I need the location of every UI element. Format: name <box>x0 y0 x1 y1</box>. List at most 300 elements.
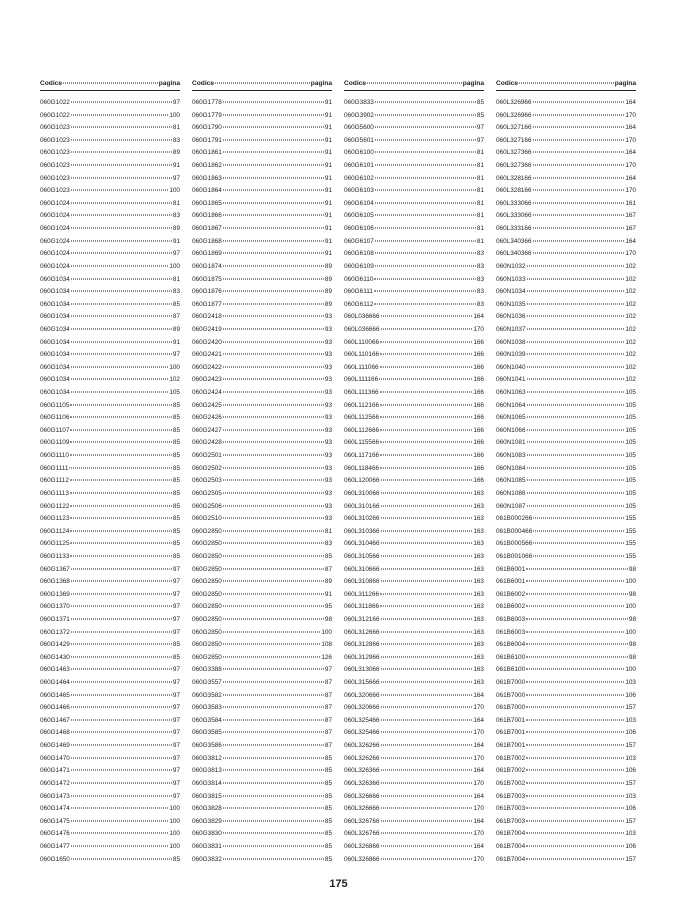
index-row <box>40 110 180 123</box>
index-row <box>344 753 484 766</box>
page-reference: 105 <box>625 502 636 510</box>
page-reference: 85 <box>172 515 180 523</box>
page-reference: 89 <box>324 262 332 270</box>
leader-dots <box>380 467 472 468</box>
leader-dots <box>223 845 324 846</box>
index-row <box>40 135 180 148</box>
leader-dots <box>381 820 473 821</box>
product-code: 060G1106 <box>40 414 70 422</box>
index-row <box>344 450 484 463</box>
product-code: 060G2850 <box>192 590 222 598</box>
page-reference: 85 <box>172 653 180 661</box>
leader-dots <box>70 543 172 544</box>
leader-dots <box>71 102 172 103</box>
index-row <box>192 147 332 160</box>
leader-dots <box>381 795 473 796</box>
leader-dots <box>527 492 625 493</box>
leader-dots <box>533 177 625 178</box>
leader-dots <box>375 265 476 266</box>
index-row <box>192 677 332 690</box>
leader-dots <box>223 669 324 670</box>
page-reference: 170 <box>473 855 484 863</box>
index-row <box>344 627 484 640</box>
leader-dots <box>223 253 324 254</box>
leader-dots <box>526 618 628 619</box>
index-row <box>40 753 180 766</box>
leader-dots <box>71 770 172 771</box>
product-code: 060G1469 <box>40 742 70 750</box>
page-reference: 100 <box>625 628 636 636</box>
product-code: 060G1468 <box>40 729 70 737</box>
leader-dots <box>71 669 172 670</box>
index-row <box>344 324 484 337</box>
product-code: 060G1023 <box>40 162 70 170</box>
index-row <box>192 551 332 564</box>
index-row <box>496 854 636 867</box>
product-code: 061B7003 <box>496 805 526 813</box>
index-row <box>192 753 332 766</box>
leader-dots <box>533 530 624 531</box>
product-code: 060G1463 <box>40 666 70 674</box>
page-reference: 93 <box>324 426 332 434</box>
index-row <box>192 349 332 362</box>
product-code: 060G1430 <box>40 653 70 661</box>
leader-dots <box>526 757 624 758</box>
product-code: 061B6004 <box>496 641 526 649</box>
page-reference: 85 <box>476 99 484 106</box>
leader-dots <box>381 732 473 733</box>
leader-dots <box>63 83 158 84</box>
column-header <box>496 80 636 91</box>
page-reference: 85 <box>172 300 180 308</box>
leader-dots <box>71 152 172 153</box>
leader-dots <box>70 530 172 531</box>
page-reference: 91 <box>324 590 332 598</box>
leader-dots <box>381 808 473 809</box>
page-reference: 155 <box>625 552 636 560</box>
index-row <box>496 475 636 488</box>
index-row <box>40 677 180 690</box>
index-row <box>496 816 636 829</box>
product-code: 060G3586 <box>192 742 222 750</box>
product-code: 060N1066 <box>496 426 526 434</box>
product-code: 060G2850 <box>192 641 222 649</box>
leader-dots <box>526 606 624 607</box>
index-row <box>192 110 332 123</box>
page-reference: 85 <box>172 452 180 460</box>
index-row <box>344 299 484 312</box>
index-row <box>192 437 332 450</box>
product-code: 061B7000 <box>496 679 526 687</box>
index-row <box>192 185 332 198</box>
page-reference: 166 <box>473 351 484 359</box>
product-code: 060L327366 <box>496 162 532 170</box>
page-reference: 163 <box>473 603 484 611</box>
page-reference: 170 <box>473 754 484 762</box>
page-reference: 98 <box>628 641 636 649</box>
index-row <box>192 223 332 236</box>
leader-dots <box>223 127 324 128</box>
index-row <box>40 576 180 589</box>
leader-dots <box>223 190 324 191</box>
page-reference: 93 <box>324 363 332 371</box>
leader-dots <box>223 795 324 796</box>
product-code: 060G1790 <box>192 124 222 132</box>
index-row <box>496 627 636 640</box>
index-row <box>496 337 636 350</box>
index-row <box>40 337 180 350</box>
product-code: 060L327166 <box>496 124 532 132</box>
product-code: 060G2510 <box>192 515 222 523</box>
leader-dots <box>223 177 324 178</box>
leader-dots <box>527 278 625 279</box>
product-code: 060L320666 <box>344 691 380 699</box>
index-row <box>40 261 180 274</box>
page-reference: 157 <box>625 817 636 825</box>
index-row <box>496 173 636 186</box>
index-row <box>344 501 484 514</box>
index-row <box>344 185 484 198</box>
index-row <box>192 236 332 249</box>
product-code: 060L310666 <box>344 565 380 573</box>
index-row <box>496 349 636 362</box>
leader-dots <box>223 102 324 103</box>
page-reference: 93 <box>324 502 332 510</box>
product-code: 060G1133 <box>40 552 70 560</box>
leader-dots <box>526 719 624 720</box>
index-row <box>344 828 484 841</box>
index-row <box>496 324 636 337</box>
product-code: 060G2850 <box>192 615 222 623</box>
index-row <box>192 412 332 425</box>
product-code: 060L326966 <box>496 99 532 106</box>
leader-dots <box>223 808 324 809</box>
page-reference: 157 <box>625 855 636 863</box>
index-row <box>496 727 636 740</box>
index-row <box>496 639 636 652</box>
page-reference: 89 <box>324 288 332 296</box>
leader-dots <box>527 303 625 304</box>
product-code: 060L340366 <box>496 237 532 245</box>
leader-dots <box>70 455 172 456</box>
page-reference: 97 <box>172 691 180 699</box>
index-row <box>192 362 332 375</box>
page-reference: 97 <box>172 716 180 724</box>
product-code: 060G1023 <box>40 149 70 157</box>
page-reference: 100 <box>169 830 180 838</box>
product-code: 060L328166 <box>496 174 532 182</box>
leader-dots <box>223 618 324 619</box>
leader-dots <box>223 745 324 746</box>
leader-dots <box>223 467 324 468</box>
leader-dots <box>380 429 472 430</box>
product-code: 060G5601 <box>344 136 374 144</box>
page-reference: 163 <box>473 527 484 535</box>
index-row <box>496 236 636 249</box>
leader-dots <box>527 291 625 292</box>
page-reference: 97 <box>476 124 484 132</box>
product-code: 060G5600 <box>344 124 374 132</box>
index-row <box>344 664 484 677</box>
index-row <box>40 715 180 728</box>
index-row <box>344 349 484 362</box>
page-reference: 85 <box>172 477 180 485</box>
page-reference: 87 <box>172 313 180 321</box>
index-row <box>40 412 180 425</box>
index-row <box>496 526 636 539</box>
page-reference: 87 <box>324 716 332 724</box>
index-row <box>496 463 636 476</box>
leader-dots <box>71 202 172 203</box>
product-code: 060G1474 <box>40 805 70 813</box>
leader-dots <box>223 606 324 607</box>
header-code-label: Codice <box>40 80 62 87</box>
page-number: 175 <box>329 878 348 890</box>
page-reference: 97 <box>172 174 180 182</box>
page-reference: 81 <box>476 225 484 233</box>
page-reference: 164 <box>473 842 484 850</box>
product-code: 060L310466 <box>344 540 380 548</box>
index-row <box>192 702 332 715</box>
leader-dots <box>71 366 168 367</box>
leader-dots <box>71 341 172 342</box>
page-reference: 105 <box>625 452 636 460</box>
leader-dots <box>71 656 172 657</box>
product-code: 060G1875 <box>192 275 222 283</box>
product-code: 060G3582 <box>192 691 222 699</box>
page-reference: 170 <box>473 805 484 813</box>
page-reference: 163 <box>473 489 484 497</box>
product-code: 060L310366 <box>344 527 380 535</box>
page-reference: 98 <box>628 590 636 598</box>
page-reference: 105 <box>625 426 636 434</box>
leader-dots <box>71 795 172 796</box>
leader-dots <box>381 581 473 582</box>
page-reference: 106 <box>625 691 636 699</box>
page-reference: 85 <box>324 805 332 813</box>
page-reference: 166 <box>473 414 484 422</box>
page-reference: 83 <box>172 136 180 144</box>
product-code: 060G2505 <box>192 489 222 497</box>
index-row <box>496 274 636 287</box>
index-row <box>496 223 636 236</box>
page-reference: 97 <box>172 704 180 712</box>
page-reference: 170 <box>473 830 484 838</box>
leader-dots <box>223 366 324 367</box>
index-row <box>496 425 636 438</box>
leader-dots <box>71 719 172 720</box>
index-row <box>40 198 180 211</box>
index-row <box>40 387 180 400</box>
page-reference: 157 <box>625 779 636 787</box>
leader-dots <box>223 480 324 481</box>
page-reference: 91 <box>324 250 332 258</box>
product-code: 060G1473 <box>40 792 70 800</box>
page-reference: 83 <box>476 275 484 283</box>
index-row <box>40 564 180 577</box>
index-row <box>344 702 484 715</box>
page-reference: 83 <box>172 288 180 296</box>
index-row <box>496 450 636 463</box>
leader-dots <box>71 694 172 695</box>
page-reference: 105 <box>169 389 180 397</box>
page-reference: 97 <box>172 729 180 737</box>
leader-dots <box>374 303 476 304</box>
leader-dots <box>367 83 462 84</box>
index-row <box>192 765 332 778</box>
page-reference: 170 <box>625 162 636 170</box>
index-row <box>496 740 636 753</box>
product-code: 060N1086 <box>496 489 526 497</box>
page-reference: 97 <box>172 679 180 687</box>
index-column <box>192 80 332 866</box>
leader-dots <box>526 631 624 632</box>
leader-dots <box>381 757 473 758</box>
page-reference: 103 <box>625 830 636 838</box>
index-row <box>40 551 180 564</box>
page-reference: 91 <box>324 149 332 157</box>
page-reference: 163 <box>473 502 484 510</box>
page-reference: 93 <box>324 489 332 497</box>
index-row <box>344 248 484 261</box>
leader-dots <box>527 328 625 329</box>
leader-dots <box>223 707 324 708</box>
index-row <box>344 639 484 652</box>
index-row <box>192 274 332 287</box>
page-reference: 85 <box>172 641 180 649</box>
product-code: 060L311266 <box>344 590 380 598</box>
leader-dots <box>223 782 324 783</box>
leader-dots <box>380 354 472 355</box>
product-code: 060G1369 <box>40 590 70 598</box>
index-column <box>40 80 180 866</box>
leader-dots <box>527 442 625 443</box>
leader-dots <box>71 139 172 140</box>
leader-dots <box>519 83 614 84</box>
product-code: 061B7000 <box>496 704 526 712</box>
product-code: 060L326866 <box>344 855 380 863</box>
leader-dots <box>381 530 473 531</box>
leader-dots <box>223 291 324 292</box>
page-reference: 85 <box>324 779 332 787</box>
leader-dots <box>533 202 625 203</box>
leader-dots <box>223 202 324 203</box>
index-row <box>192 475 332 488</box>
product-code: 060L312966 <box>344 653 380 661</box>
index-row <box>496 765 636 778</box>
page-reference: 91 <box>324 162 332 170</box>
page-reference: 81 <box>476 199 484 207</box>
product-code: 060G1467 <box>40 716 70 724</box>
product-code: 060G1371 <box>40 615 70 623</box>
page-reference: 87 <box>324 729 332 737</box>
page-reference: 81 <box>172 275 180 283</box>
product-code: 060G1023 <box>40 174 70 182</box>
product-code: 060N1039 <box>496 351 526 359</box>
leader-dots <box>526 820 624 821</box>
index-row <box>192 400 332 413</box>
page-reference: 91 <box>324 124 332 132</box>
page-reference: 85 <box>172 464 180 472</box>
index-row <box>40 210 180 223</box>
product-code: 060L333066 <box>496 199 532 207</box>
product-code: 060L313066 <box>344 666 380 674</box>
product-code: 061B7004 <box>496 830 526 838</box>
index-column <box>496 80 636 866</box>
page-reference: 91 <box>324 174 332 182</box>
index-row <box>496 362 636 375</box>
column-header <box>344 80 484 91</box>
index-row <box>344 337 484 350</box>
page-reference: 85 <box>172 426 180 434</box>
product-code: 060G6104 <box>344 199 374 207</box>
page-reference: 100 <box>169 187 180 195</box>
index-row <box>344 589 484 602</box>
leader-dots <box>526 682 624 683</box>
page-reference: 85 <box>476 111 484 119</box>
product-code: 061B6003 <box>496 615 526 623</box>
page-reference: 164 <box>473 313 484 321</box>
page-reference: 100 <box>169 363 180 371</box>
index-row <box>192 740 332 753</box>
page-reference: 102 <box>625 376 636 384</box>
index-row <box>40 828 180 841</box>
leader-dots <box>381 505 473 506</box>
product-code: 060L312866 <box>344 641 380 649</box>
product-code: 060N1084 <box>496 464 526 472</box>
page-reference: 93 <box>324 515 332 523</box>
leader-dots <box>71 833 168 834</box>
page-reference: 166 <box>473 439 484 447</box>
index-row <box>344 286 484 299</box>
leader-dots <box>223 568 324 569</box>
leader-dots <box>223 404 324 405</box>
page-reference: 97 <box>172 628 180 636</box>
product-code: 060G1874 <box>192 262 222 270</box>
leader-dots <box>533 215 625 216</box>
leader-dots <box>71 682 172 683</box>
product-code: 060L326366 <box>344 767 380 775</box>
product-code: 060L340366 <box>496 250 532 258</box>
leader-dots <box>380 442 472 443</box>
index-row <box>192 97 332 110</box>
index-row <box>344 122 484 135</box>
leader-dots <box>223 694 324 695</box>
leader-dots <box>223 682 324 683</box>
product-code: 060L320666 <box>344 704 380 712</box>
index-row <box>192 589 332 602</box>
product-code: 060G1466 <box>40 704 70 712</box>
page-reference: 106 <box>625 767 636 775</box>
index-row <box>344 173 484 186</box>
index-row <box>40 501 180 514</box>
index-row <box>496 147 636 160</box>
product-code: 060N1038 <box>496 338 526 346</box>
product-code: 060N1035 <box>496 300 526 308</box>
leader-dots <box>223 316 324 317</box>
page-reference: 97 <box>172 615 180 623</box>
leader-dots <box>71 215 172 216</box>
product-code: 060L110066 <box>344 338 380 346</box>
leader-dots <box>223 417 324 418</box>
product-code: 061B6100 <box>496 653 526 661</box>
index-row <box>496 753 636 766</box>
page-reference: 102 <box>625 338 636 346</box>
page-reference: 105 <box>625 477 636 485</box>
page-reference: 97 <box>324 666 332 674</box>
page-reference: 83 <box>324 540 332 548</box>
leader-dots <box>71 618 172 619</box>
